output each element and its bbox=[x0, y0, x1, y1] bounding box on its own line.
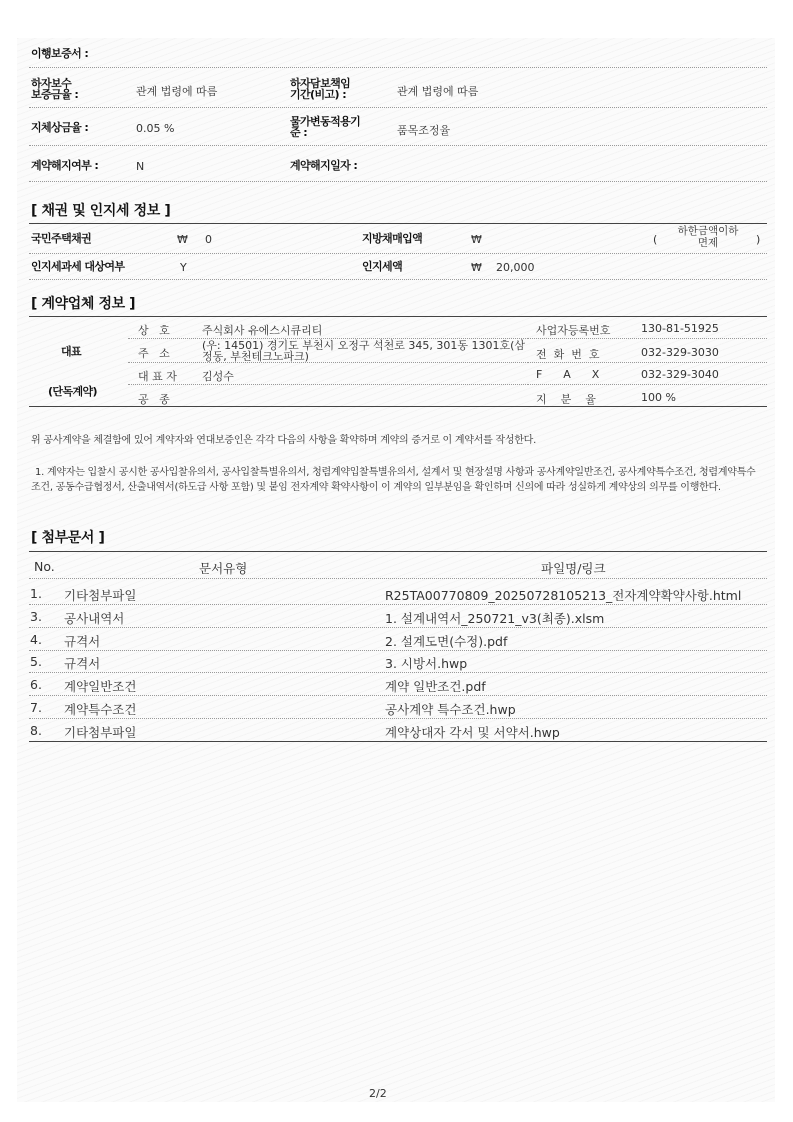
defect-deposit-value: 관계 법령에 따름 bbox=[136, 85, 218, 98]
performance-guarantee-label: 이행보증서 : bbox=[31, 47, 89, 60]
attachment-type: 계약일반조건 bbox=[64, 679, 137, 694]
local-bond-label: 지방채매입액 bbox=[362, 232, 423, 245]
attachment-no: 5. bbox=[30, 654, 42, 669]
divider bbox=[29, 279, 767, 280]
divider bbox=[29, 718, 767, 719]
divider bbox=[29, 695, 767, 696]
fax-value: 032-329-3040 bbox=[641, 368, 719, 381]
col-header-no: No. bbox=[34, 559, 55, 574]
stamp-tax-label: 인지세액 bbox=[362, 260, 403, 273]
col-header-type: 문서유형 bbox=[199, 561, 248, 576]
fax-label: F A X bbox=[536, 368, 600, 381]
ceo-value: 김성수 bbox=[202, 370, 234, 383]
company-name-value: 주식회사 유에스시큐리티 bbox=[202, 324, 323, 337]
attachment-no: 6. bbox=[30, 677, 42, 692]
section-rule bbox=[29, 406, 767, 407]
attachment-file-link[interactable]: 계약상대자 각서 및 서약서.hwp bbox=[385, 725, 560, 740]
attachment-type: 규격서 bbox=[64, 656, 101, 671]
termination-value: N bbox=[136, 160, 145, 173]
attachment-file-link[interactable]: 공사계약 특수조건.hwp bbox=[385, 702, 516, 717]
divider bbox=[29, 604, 767, 605]
biz-number-label: 사업자등록번호 bbox=[536, 324, 611, 337]
attachment-no: 4. bbox=[30, 632, 42, 647]
stamp-tax-currency: ₩ bbox=[471, 261, 482, 274]
company-name-label: 상 호 bbox=[138, 324, 170, 337]
divider bbox=[29, 145, 767, 146]
price-adjustment-value: 품목조정율 bbox=[397, 124, 451, 137]
single-contract-label: (단독계약) bbox=[48, 385, 97, 398]
housing-bond-label: 국민주택채권 bbox=[31, 232, 92, 245]
divider bbox=[29, 672, 767, 673]
attachment-type: 기타첨부파일 bbox=[64, 588, 137, 603]
address-label: 주 소 bbox=[138, 347, 170, 360]
attachment-file-link[interactable]: R25TA00770809_20250728105213_전자계약확약사항.html bbox=[385, 588, 742, 603]
housing-bond-value: 0 bbox=[205, 233, 212, 246]
attachment-file-link[interactable]: 3. 시방서.hwp bbox=[385, 656, 468, 671]
attachment-type: 규격서 bbox=[64, 634, 101, 649]
termination-label: 계약해지여부 : bbox=[31, 159, 99, 172]
attachment-no: 1. bbox=[30, 586, 42, 601]
statement-item-1: 1. 계약자는 입찰시 공시한 공사입찰유의서, 공사입찰특별유의서, 청렴계약입찰특별유의서, 설계서 및 현장설명 사항과 공사계약일반조건, 공사계약특수조건, 청렴계약특수조건, 공동수급협정서, 산출내역서(하도급 사항 포함) 및 붙임 전자계약 확약사항이 이 계약의 일부분임을 확인하며 신의에 따라 성실하게 계약상의 의무를 이행한다. bbox=[31, 467, 756, 493]
stamp-tax-target-label: 인지세과세 대상여부 bbox=[31, 260, 125, 273]
attachment-no: 7. bbox=[30, 700, 42, 715]
local-bond-currency: ₩ bbox=[471, 233, 482, 246]
statement-intro: 위 공사계약을 체결함에 있어 계약자와 연대보증인은 각각 다음의 사항을 확약하며 계약의 증거로 이 계약서를 작성한다. bbox=[31, 435, 537, 446]
defect-period-label: 하자담보책임 기간(비고) : bbox=[290, 77, 351, 101]
share-label: 지 분 율 bbox=[536, 393, 596, 406]
divider bbox=[528, 384, 767, 385]
attachment-no: 8. bbox=[30, 723, 42, 738]
section-rule bbox=[29, 223, 767, 224]
price-adjustment-label: 물가변동적용기 준 : bbox=[290, 115, 361, 139]
divider bbox=[29, 107, 767, 108]
attachment-file-link[interactable]: 1. 설계내역서_250721_v3(최종).xlsm bbox=[385, 611, 605, 626]
attachments-section-title: [ 첨부문서 ] bbox=[31, 530, 105, 546]
divider bbox=[29, 627, 767, 628]
stamp-tax-value: 20,000 bbox=[496, 261, 535, 274]
section-rule bbox=[29, 741, 767, 742]
ceo-label: 대 표 자 bbox=[138, 370, 177, 383]
divider bbox=[128, 384, 528, 385]
defect-deposit-label: 하자보수 보증금율 : bbox=[31, 77, 79, 101]
document-page bbox=[17, 38, 775, 1102]
exempt-note: 하한금액이하 면제 bbox=[677, 225, 739, 249]
attachment-file-link[interactable]: 계약 일반조건.pdf bbox=[385, 679, 486, 694]
phone-label: 전 화 번 호 bbox=[536, 348, 600, 361]
attachment-type: 기타첨부파일 bbox=[64, 725, 137, 740]
divider bbox=[29, 67, 767, 68]
housing-bond-currency: ₩ bbox=[177, 233, 188, 246]
attachment-type: 계약특수조건 bbox=[64, 702, 137, 717]
divider bbox=[29, 181, 767, 182]
exempt-close-paren: ) bbox=[756, 233, 761, 246]
col-header-file: 파일명/링크 bbox=[541, 561, 606, 576]
divider bbox=[29, 253, 767, 254]
attachment-file-link[interactable]: 2. 설계도면(수정).pdf bbox=[385, 634, 508, 649]
delay-penalty-label: 지체상금율 : bbox=[31, 121, 89, 134]
delay-penalty-value: 0.05 % bbox=[136, 122, 175, 135]
section-rule bbox=[29, 316, 767, 317]
representative-label: 대표 bbox=[61, 345, 82, 358]
defect-period-value: 관계 법령에 따름 bbox=[397, 85, 479, 98]
share-value: 100 % bbox=[641, 391, 676, 404]
address-value: (우: 14501) 경기도 부천시 오정구 석천로 345, 301동 1301호(삼 정동, 부천테크노파크) bbox=[202, 339, 526, 363]
page-number: 2/2 bbox=[369, 1087, 387, 1100]
section-rule bbox=[29, 551, 767, 552]
exempt-open-paren: ( bbox=[653, 233, 658, 246]
company-section-title: [ 계약업체 정보 ] bbox=[31, 296, 136, 312]
divider bbox=[29, 650, 767, 651]
divider bbox=[128, 362, 528, 363]
divider bbox=[29, 578, 767, 579]
bond-section-title: [ 채권 및 인지세 정보 ] bbox=[31, 203, 171, 219]
termination-date-label: 계약해지일자 : bbox=[290, 159, 358, 172]
stamp-tax-target-value: Y bbox=[180, 261, 187, 274]
biz-number-value: 130-81-51925 bbox=[641, 322, 719, 335]
attachment-type: 공사내역서 bbox=[64, 611, 125, 626]
divider bbox=[528, 362, 767, 363]
work-type-label: 공 종 bbox=[138, 393, 170, 406]
divider bbox=[528, 338, 767, 339]
attachment-no: 3. bbox=[30, 609, 42, 624]
phone-value: 032-329-3030 bbox=[641, 346, 719, 359]
